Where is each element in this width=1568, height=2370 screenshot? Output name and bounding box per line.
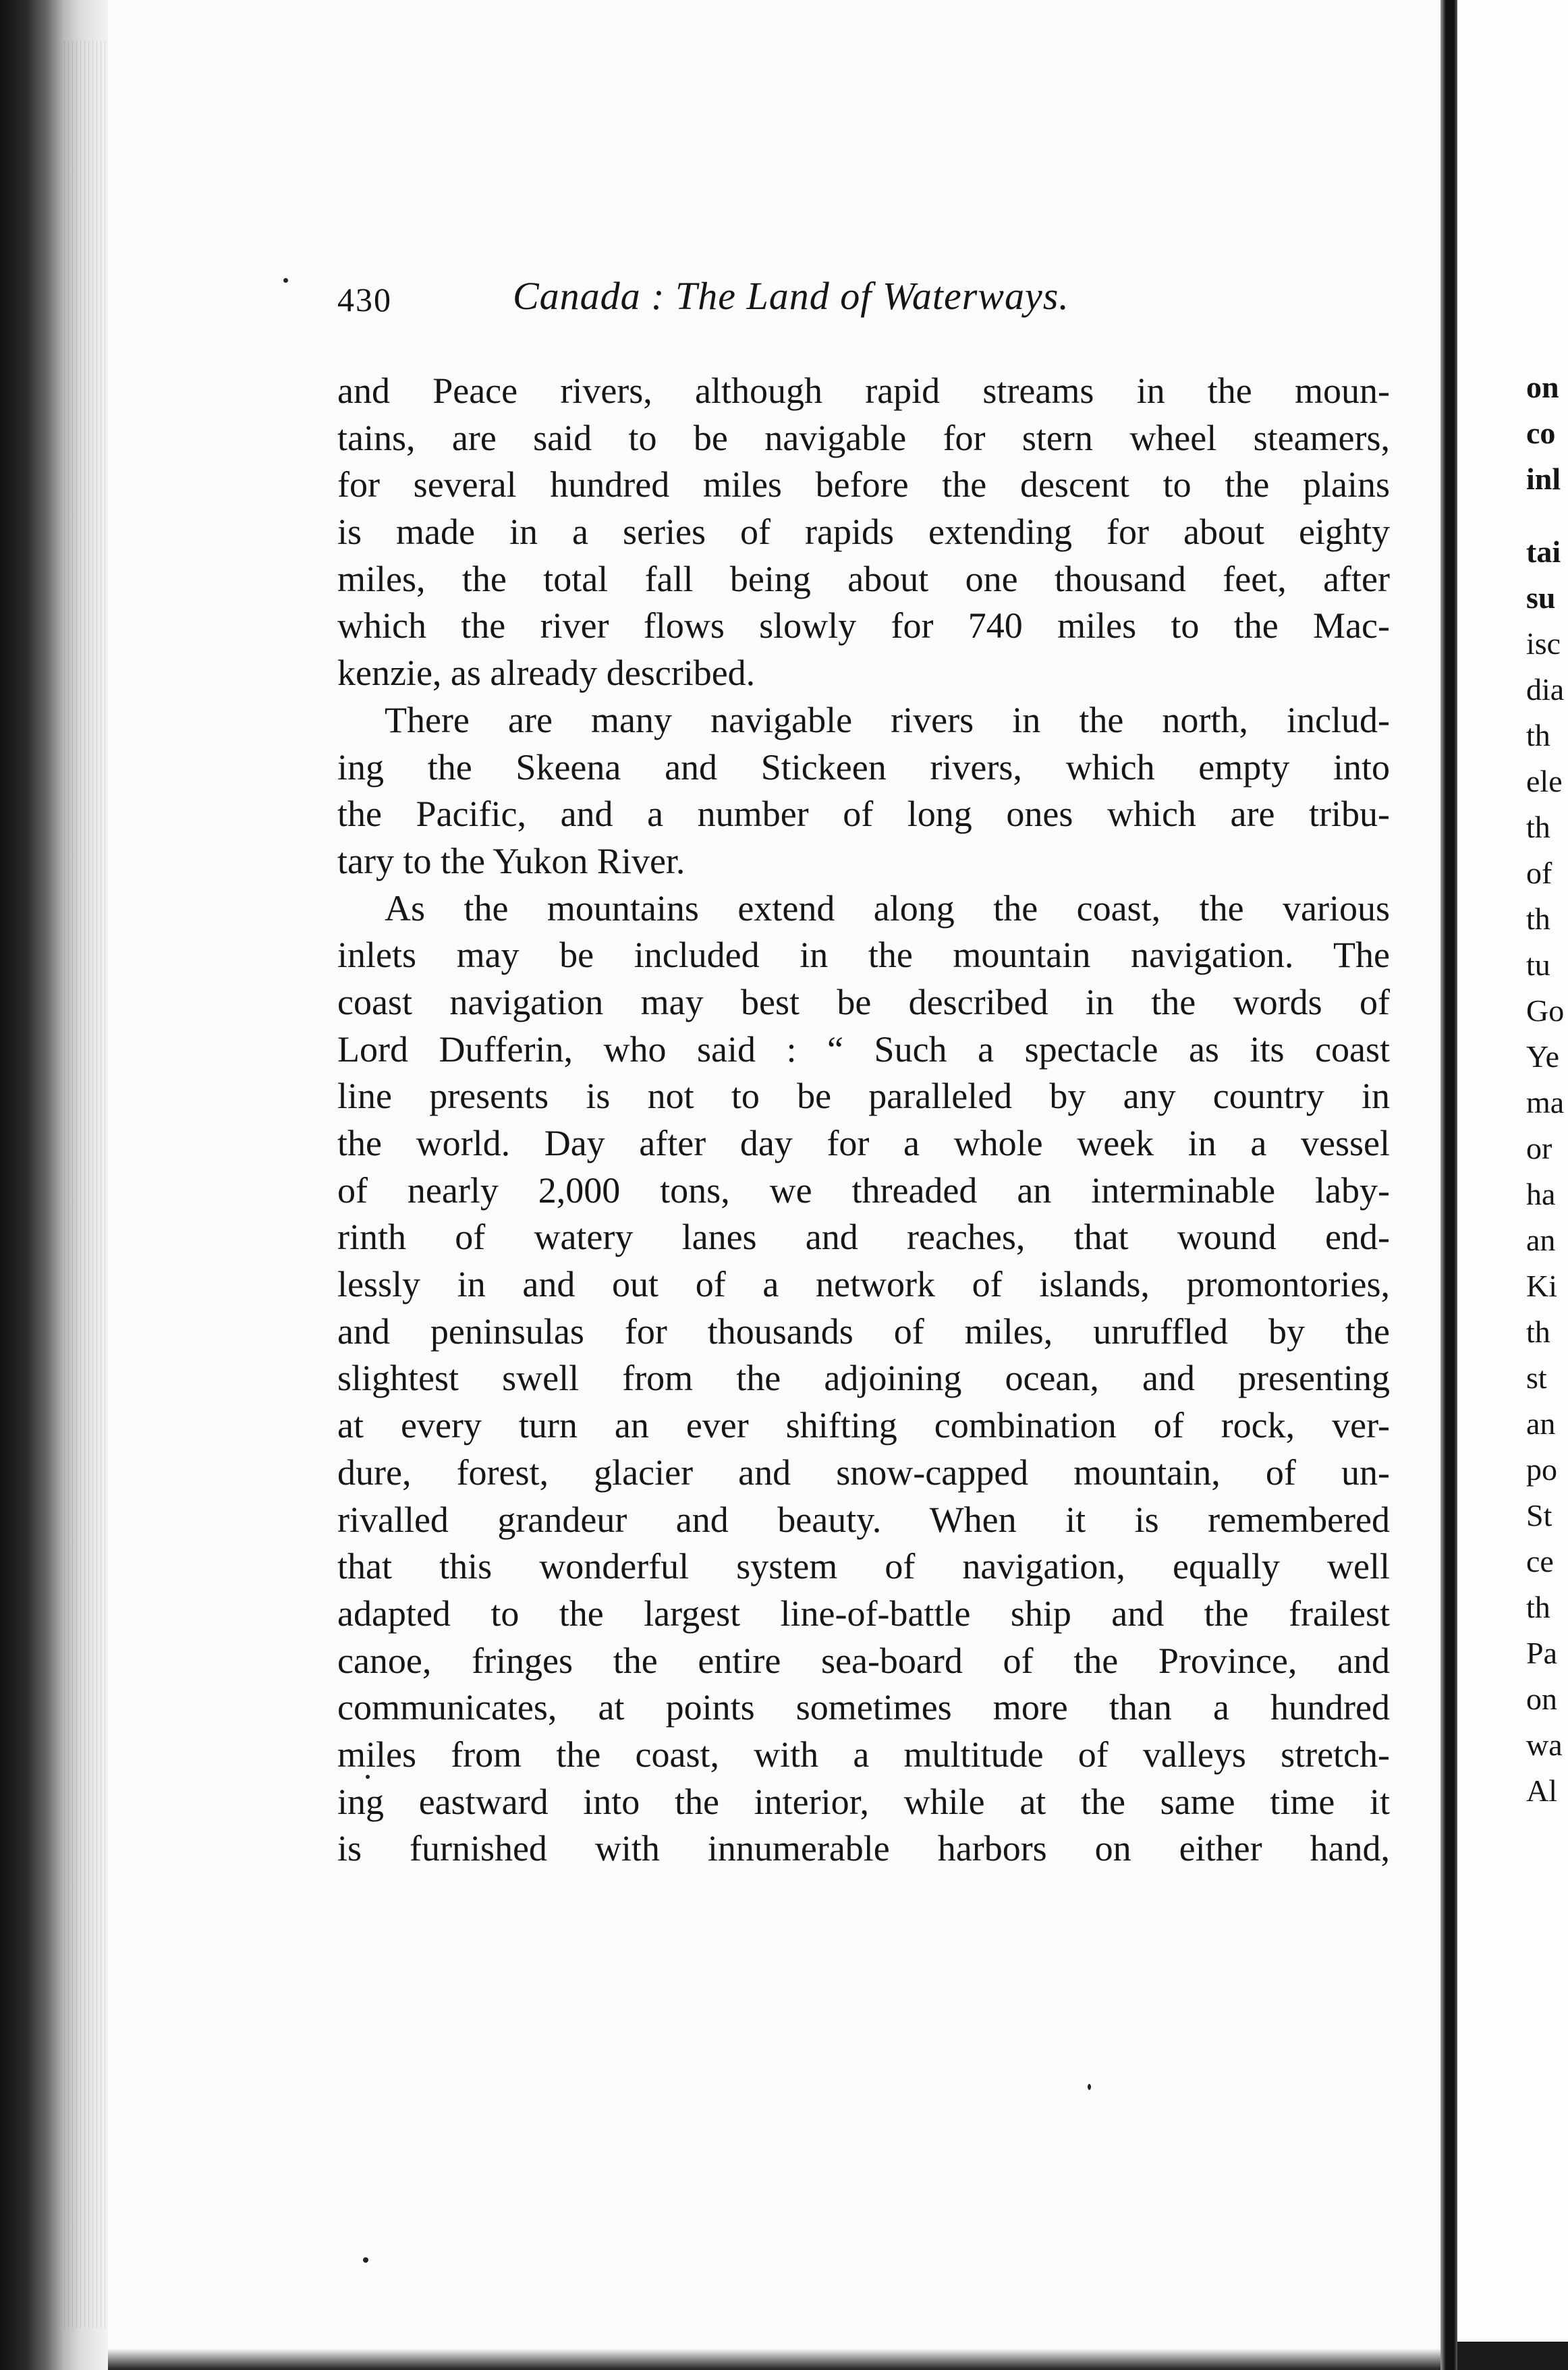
fragment: th (1526, 902, 1550, 936)
fragment: ha (1526, 1177, 1556, 1211)
page-number: 430 (337, 281, 392, 319)
fragment: tai (1526, 534, 1561, 569)
text-line: at every turn an ever shifting combination of rock, ver- (337, 1405, 1390, 1446)
text-line: kenzie, as already described. (337, 653, 756, 694)
fragment: an (1526, 1223, 1556, 1257)
text-line: communicates, at points sometimes more than a hundred (337, 1687, 1390, 1728)
ink-speck (1088, 2084, 1091, 2090)
ink-speck (366, 1775, 370, 1779)
text-line: rinth of watery lanes and reaches, that wound end- (337, 1217, 1390, 1258)
fragment: St (1526, 1498, 1552, 1533)
text-line: inlets may be included in the mountain navigation. The (337, 935, 1390, 976)
fragment: tu (1526, 947, 1550, 982)
text-line: line presents is not to be paralleled by any country in (337, 1076, 1390, 1117)
fragment: isc (1526, 626, 1561, 661)
running-head (337, 273, 1349, 334)
text-line: and Peace rivers, although rapid streams in the moun- (337, 370, 1390, 411)
book-title: Canada : The Land of Waterways. (513, 274, 1069, 318)
ink-speck (363, 2257, 368, 2263)
text-line: ing eastward into the interior, while at the same time it (337, 1781, 1390, 1822)
text-line: for several hundred miles before the descent to the plains (337, 464, 1390, 505)
fragment: Ki (1526, 1269, 1557, 1303)
fragment-gap (1526, 502, 1568, 529)
fragment: su (1526, 580, 1556, 615)
text-line: dure, forest, glacier and snow-capped mountain, of un- (337, 1452, 1390, 1493)
fragment: on (1526, 370, 1559, 404)
text-line: ing the Skeena and Stickeen rivers, which empty into (337, 746, 1390, 788)
text-line: rivalled grandeur and beauty. When it is remembered (337, 1499, 1390, 1540)
fragment: po (1526, 1452, 1557, 1487)
fragment: st (1526, 1360, 1547, 1395)
fragment: wa (1526, 1728, 1563, 1762)
text-line: Lord Dufferin, who said : “ Such a spectacle as its coast (337, 1028, 1390, 1070)
text-line: canoe, fringes the entire sea-board of the Province, and (337, 1640, 1390, 1681)
text-line: adapted to the largest line-of-battle ship and the frailest (337, 1593, 1390, 1634)
text-line: slightest swell from the adjoining ocean, and presenting (337, 1358, 1390, 1399)
body-text (337, 368, 1390, 1873)
fragment: dia (1526, 672, 1565, 707)
right-page-bottom-shadow (1457, 2342, 1568, 2370)
paragraph-first-line: As the mountains extend along the coast, the various (385, 887, 1390, 929)
fragment: Go (1526, 993, 1565, 1028)
fragment: Al (1526, 1773, 1557, 1808)
fragment: Ye (1526, 1039, 1560, 1074)
text-line: miles, the total fall being about one thousand feet, after (337, 558, 1390, 599)
text-line: coast navigation may best be described in the words of (337, 981, 1390, 1022)
fragment: co (1526, 416, 1556, 450)
fragment: ele (1526, 764, 1563, 798)
text-line: of nearly 2,000 tons, we threaded an interminable laby- (337, 1169, 1390, 1211)
fragment: inl (1526, 462, 1561, 496)
ink-speck (283, 278, 288, 283)
text-line: is made in a series of rapids extending for about eighty (337, 512, 1390, 553)
fragment: an (1526, 1406, 1556, 1441)
text-line: the world. Day after day for a whole week in a vessel (337, 1123, 1390, 1163)
fragment: th (1526, 810, 1550, 844)
fragment: ce (1526, 1544, 1554, 1578)
text-line: miles from the coast, with a multitude of valleys stretch- (337, 1734, 1390, 1775)
page-edge-lines (64, 40, 115, 2328)
right-page-fragments (1526, 364, 1568, 1814)
text-line: lessly in and out of a network of islands, promontories, (337, 1264, 1390, 1305)
text-line: tains, are said to be navigable for stern wheel steamers, (337, 417, 1390, 458)
fragment: or (1526, 1131, 1552, 1165)
fragment: of (1526, 856, 1552, 890)
fragment: th (1526, 718, 1550, 752)
text-line: is furnished with innumerable harbors on either hand, (337, 1828, 1390, 1869)
text-line: tary to the Yukon River. (337, 840, 685, 881)
paragraph-first-line: There are many navigable rivers in the north, includ- (385, 699, 1390, 740)
fragment: on (1526, 1682, 1557, 1716)
fragment: Pa (1526, 1636, 1557, 1670)
fragment: th (1526, 1315, 1550, 1349)
text-line: the Pacific, and a number of long ones which are tribu- (337, 794, 1390, 835)
page-bottom-shadow (108, 2348, 1447, 2370)
text-line: which the river flows slowly for 740 miles to the Mac- (337, 605, 1390, 646)
fragment: ma (1526, 1085, 1565, 1120)
book-gutter (1440, 0, 1459, 2370)
text-line: that this wonderful system of navigation, equally well (337, 1546, 1390, 1587)
fragment: th (1526, 1590, 1550, 1624)
text-line: and peninsulas for thousands of miles, unruffled by the (337, 1311, 1390, 1352)
